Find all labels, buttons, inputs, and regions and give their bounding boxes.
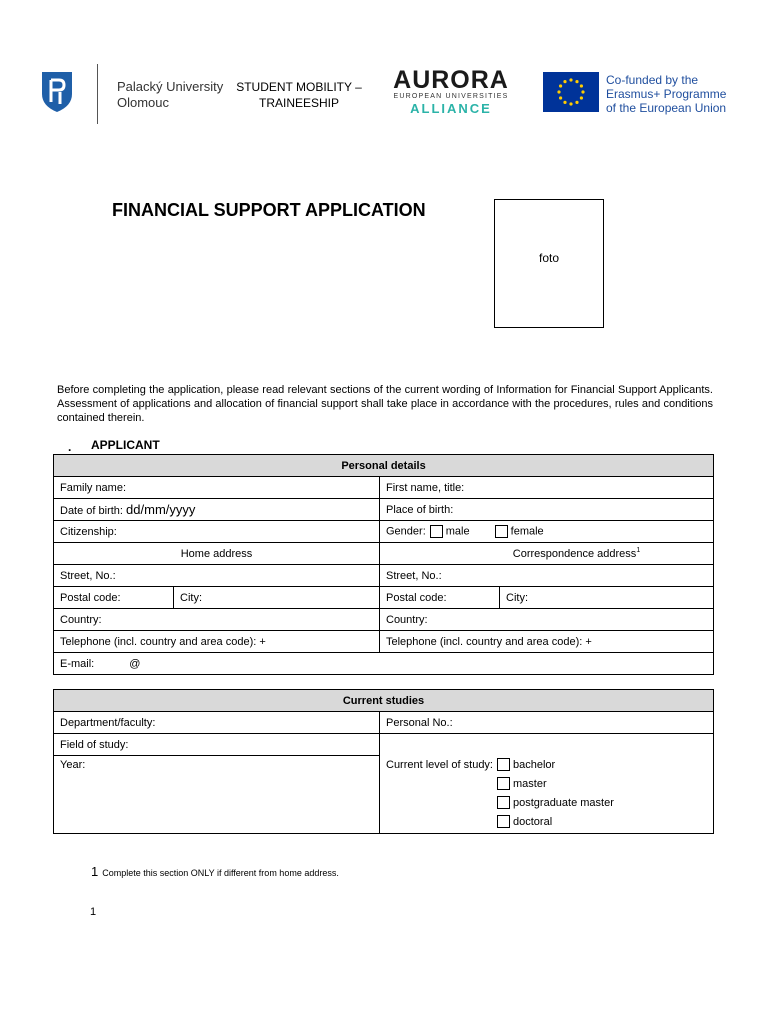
current-studies-table [53, 689, 714, 834]
date-of-birth-value: dd/mm/yyyy [126, 502, 196, 517]
eu-cofunded-text: Co-funded by the Erasmus+ Programme of the European Union [606, 73, 727, 115]
correspondence-address-heading: Correspondence address$^1$ [380, 543, 714, 565]
correspondence-postal-code-field[interactable]: Postal code: [380, 587, 500, 609]
level-of-study-field [380, 756, 714, 834]
field-of-study-field[interactable]: Field of study: [54, 734, 380, 756]
personal-details-table [53, 454, 714, 675]
eu-flag-icon [543, 72, 599, 112]
gender-female-label: female [510, 525, 544, 538]
aurora-logo-word: AURORA [393, 66, 509, 94]
home-city-field[interactable]: City: [174, 587, 380, 609]
correspondence-street-field[interactable]: Street, No.: [380, 565, 714, 587]
gender-female-checkbox[interactable] [495, 525, 508, 538]
aurora-logo-alliance: ALLIANCE [410, 101, 492, 116]
date-of-birth-label: Date of birth: [60, 505, 123, 517]
level-postgraduate-master-label: postgraduate master [513, 796, 614, 809]
level-master-checkbox[interactable] [497, 777, 510, 790]
correspondence-country-field[interactable]: Country: [380, 609, 714, 631]
aurora-logo-subtitle: EUROPEAN UNIVERSITIES [393, 93, 509, 100]
level-postgraduate-master-checkbox[interactable] [497, 796, 510, 809]
section-heading-applicant: APPLICANT [91, 438, 160, 452]
page-title: FINANCIAL SUPPORT APPLICATION [112, 200, 426, 220]
correspondence-city-field[interactable]: City: [500, 587, 714, 609]
photo-label: foto [538, 251, 559, 265]
year-field[interactable]: Year: [54, 756, 380, 834]
field-of-study-blank [380, 734, 714, 756]
level-bachelor-label: bachelor [513, 758, 556, 771]
place-of-birth-field[interactable]: Place of birth: [380, 499, 714, 521]
citizenship-field[interactable]: Citizenship: [54, 521, 380, 543]
home-country-field[interactable]: Country: [54, 609, 380, 631]
header-divider [97, 64, 98, 124]
gender-field [380, 521, 714, 543]
footnote-number: 1 [91, 864, 99, 879]
level-doctoral-label: doctoral [513, 815, 553, 828]
level-of-study-label: Current level of study: [386, 758, 493, 771]
footnote-text: Complete this section ONLY if different from home address. [102, 868, 339, 878]
level-master-label: master [513, 777, 547, 790]
email-at-sign: @ [129, 657, 141, 670]
page-number: 1 [90, 906, 97, 918]
photo-box[interactable] [494, 199, 604, 328]
first-name-field[interactable]: First name, title: [380, 477, 714, 499]
level-doctoral-checkbox[interactable] [497, 815, 510, 828]
gender-male-label: male [445, 525, 470, 538]
personal-number-field[interactable]: Personal No.: [380, 712, 714, 734]
aurora-alliance-logo [385, 67, 517, 116]
gender-label: Gender: [386, 525, 426, 538]
section-bullet: . [68, 440, 72, 454]
family-name-field[interactable]: Family name: [54, 477, 380, 499]
home-address-heading: Home address [54, 543, 380, 565]
home-telephone-field[interactable]: Telephone (incl. country and area code): + [54, 631, 380, 653]
correspondence-telephone-field[interactable]: Telephone (incl. country and area code): + [380, 631, 714, 653]
home-postal-code-field[interactable]: Postal code: [54, 587, 174, 609]
footnote-ref: 1 [636, 547, 641, 555]
gender-male-checkbox[interactable] [430, 525, 443, 538]
personal-details-title: Personal details [54, 455, 714, 477]
home-street-field[interactable]: Street, No.: [54, 565, 380, 587]
palacky-university-logo [42, 72, 72, 112]
email-field[interactable] [54, 653, 714, 675]
mobility-type: STUDENT MOBILITY – TRAINEESHIP [236, 80, 362, 110]
email-label: E-mail: [60, 657, 95, 670]
university-name: Palacký University Olomouc [117, 79, 224, 110]
footnote [91, 864, 339, 879]
department-field[interactable]: Department/faculty: [54, 712, 380, 734]
current-studies-title: Current studies [54, 690, 714, 712]
date-of-birth-field[interactable] [54, 499, 380, 521]
level-bachelor-checkbox[interactable] [497, 758, 510, 771]
intro-paragraph: Before completing the application, please read relevant sections of the current wording of Information for Financial Support Applicants. Assessment of applications and allocation of financial support shall take place in accordance with the procedures, rules and conditions contained therein. [57, 384, 713, 424]
